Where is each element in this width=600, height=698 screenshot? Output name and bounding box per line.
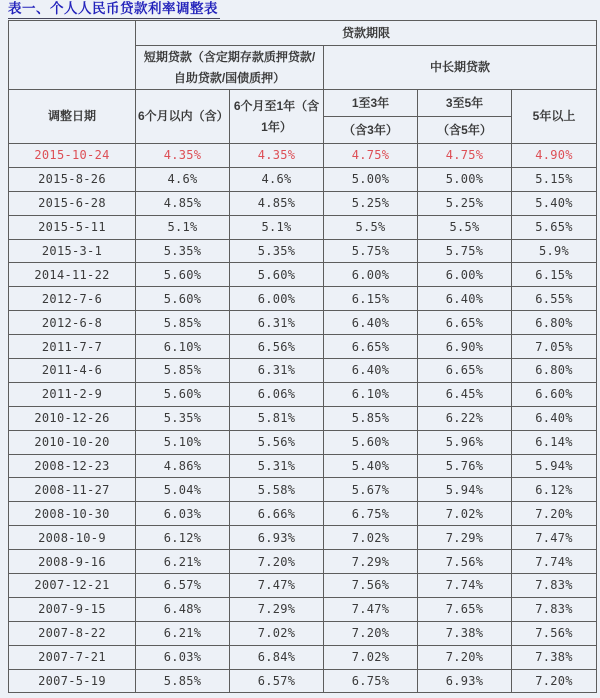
rate-cell: 7.74% (512, 550, 597, 574)
table-row (9, 239, 597, 263)
rate-cell: 5.60% (230, 263, 324, 287)
rate-cell: 5.75% (324, 239, 418, 263)
rate-cell: 5.94% (418, 478, 512, 502)
date-cell: 2008-10-9 (9, 526, 136, 550)
table-row (9, 645, 597, 669)
table-row (9, 167, 597, 191)
rate-cell: 5.1% (230, 215, 324, 239)
rate-cell: 7.56% (512, 621, 597, 645)
rate-cell: 6.60% (512, 382, 597, 406)
rate-cell: 7.47% (230, 574, 324, 598)
rate-cell: 7.02% (324, 645, 418, 669)
rate-cell: 5.56% (230, 430, 324, 454)
table-row (9, 597, 597, 621)
rate-cell: 6.48% (136, 597, 230, 621)
rate-cell: 5.04% (136, 478, 230, 502)
table-row (9, 311, 597, 335)
rate-cell: 6.40% (324, 311, 418, 335)
rate-cell: 6.21% (136, 621, 230, 645)
table-row (9, 430, 597, 454)
rate-cell: 5.81% (230, 406, 324, 430)
rate-cell: 7.02% (324, 526, 418, 550)
table-row (9, 359, 597, 383)
date-cell: 2015-8-26 (9, 167, 136, 191)
table-row (9, 550, 597, 574)
rate-cell: 7.02% (230, 621, 324, 645)
rate-cell: 6.40% (324, 359, 418, 383)
rate-cell: 7.20% (324, 621, 418, 645)
date-cell: 2012-6-8 (9, 311, 136, 335)
rate-cell: 6.03% (136, 502, 230, 526)
table-row (9, 669, 597, 693)
date-cell: 2010-12-26 (9, 406, 136, 430)
rate-cell: 5.00% (324, 167, 418, 191)
rate-cell: 6.12% (512, 478, 597, 502)
rate-cell: 6.57% (230, 669, 324, 693)
rate-cell: 5.35% (136, 239, 230, 263)
date-cell: 2007-9-15 (9, 597, 136, 621)
rate-cell: 5.5% (324, 215, 418, 239)
date-cell: 2008-10-30 (9, 502, 136, 526)
table-row (9, 263, 597, 287)
rate-cell: 7.83% (512, 597, 597, 621)
rate-cell: 6.45% (418, 382, 512, 406)
rate-cell: 6.22% (418, 406, 512, 430)
rate-cell: 7.65% (418, 597, 512, 621)
page-title: 表一、个人人民币贷款利率调整表 (8, 0, 220, 19)
rate-cell: 6.56% (230, 335, 324, 359)
rate-cell: 5.96% (418, 430, 512, 454)
rate-cell: 5.40% (324, 454, 418, 478)
table-row (9, 144, 597, 168)
header-adjust-date: 调整日期 (9, 90, 136, 144)
rate-cell: 5.65% (512, 215, 597, 239)
rate-cell: 6.55% (512, 287, 597, 311)
rate-cell: 5.5% (418, 215, 512, 239)
rate-cell: 7.29% (324, 550, 418, 574)
rate-cell: 5.00% (418, 167, 512, 191)
rate-cell: 5.60% (136, 382, 230, 406)
header-6-months-to-1-year: 6个月至1年（含1年） (230, 90, 324, 144)
rate-cell: 6.65% (418, 359, 512, 383)
header-3-to-5-years-inclusive: （含5年） (418, 117, 512, 144)
rate-cell: 6.00% (418, 263, 512, 287)
rate-cell: 6.00% (230, 287, 324, 311)
rate-cell: 4.90% (512, 144, 597, 168)
header-3-to-5-years: 3至5年 (418, 90, 512, 117)
date-cell: 2008-12-23 (9, 454, 136, 478)
rate-cell: 6.15% (512, 263, 597, 287)
rate-cell: 6.75% (324, 669, 418, 693)
table-row (9, 382, 597, 406)
rate-cell: 6.66% (230, 502, 324, 526)
rate-cell: 6.31% (230, 311, 324, 335)
rate-cell: 7.05% (512, 335, 597, 359)
rate-cell: 5.10% (136, 430, 230, 454)
date-cell: 2007-5-19 (9, 669, 136, 693)
rate-cell: 5.1% (136, 215, 230, 239)
rate-cell: 5.76% (418, 454, 512, 478)
table-row (9, 526, 597, 550)
date-cell: 2011-2-9 (9, 382, 136, 406)
rate-cell: 5.85% (136, 359, 230, 383)
rate-cell: 5.85% (136, 311, 230, 335)
table-row (9, 406, 597, 430)
date-cell: 2011-4-6 (9, 359, 136, 383)
rate-cell: 6.12% (136, 526, 230, 550)
rate-cell: 5.60% (136, 263, 230, 287)
rate-cell: 6.93% (418, 669, 512, 693)
table-row (9, 191, 597, 215)
rate-cell: 7.29% (230, 597, 324, 621)
table-row (9, 502, 597, 526)
rate-cell: 7.38% (512, 645, 597, 669)
rate-cell: 6.65% (324, 335, 418, 359)
rate-cell: 5.35% (230, 239, 324, 263)
header-within-6-months: 6个月以内（含） (136, 90, 230, 144)
rate-cell: 6.75% (324, 502, 418, 526)
rate-cell: 7.29% (418, 526, 512, 550)
loan-rate-table (8, 20, 597, 693)
date-cell: 2012-7-6 (9, 287, 136, 311)
header-mid-long-term-loans: 中长期贷款 (324, 46, 597, 90)
date-cell: 2015-5-11 (9, 215, 136, 239)
rate-cell: 4.85% (136, 191, 230, 215)
rate-cell: 6.80% (512, 359, 597, 383)
rate-cell: 5.85% (136, 669, 230, 693)
rate-cell: 4.35% (230, 144, 324, 168)
rate-cell: 7.83% (512, 574, 597, 598)
rate-cell: 7.47% (324, 597, 418, 621)
rate-cell: 6.10% (136, 335, 230, 359)
rate-cell: 4.86% (136, 454, 230, 478)
rate-cell: 6.31% (230, 359, 324, 383)
rate-cell: 5.25% (324, 191, 418, 215)
rate-cell: 6.06% (230, 382, 324, 406)
rate-cell: 5.60% (324, 430, 418, 454)
rate-cell: 5.75% (418, 239, 512, 263)
date-cell: 2007-8-22 (9, 621, 136, 645)
rate-cell: 7.02% (418, 502, 512, 526)
rate-cell: 6.93% (230, 526, 324, 550)
header-loan-term: 贷款期限 (136, 21, 597, 46)
rate-cell: 6.65% (418, 311, 512, 335)
rate-cell: 5.35% (136, 406, 230, 430)
rate-cell: 7.56% (418, 550, 512, 574)
rate-cell: 5.40% (512, 191, 597, 215)
table-header (9, 21, 597, 144)
table-row (9, 215, 597, 239)
rate-cell: 6.90% (418, 335, 512, 359)
rate-cell: 7.20% (512, 502, 597, 526)
date-cell: 2008-9-16 (9, 550, 136, 574)
rate-cell: 5.94% (512, 454, 597, 478)
rate-cell: 5.85% (324, 406, 418, 430)
rate-cell: 6.03% (136, 645, 230, 669)
rate-cell: 4.85% (230, 191, 324, 215)
rate-cell: 7.38% (418, 621, 512, 645)
rate-cell: 6.57% (136, 574, 230, 598)
header-short-term-loans: 短期贷款（含定期存款质押贷款/自助贷款/国债质押） (136, 46, 324, 90)
corner-empty-cell (9, 21, 136, 90)
rate-cell: 6.15% (324, 287, 418, 311)
table-row (9, 454, 597, 478)
rate-cell: 4.75% (324, 144, 418, 168)
date-cell: 2015-3-1 (9, 239, 136, 263)
rate-cell: 5.31% (230, 454, 324, 478)
date-cell: 2007-7-21 (9, 645, 136, 669)
rate-cell: 4.35% (136, 144, 230, 168)
rate-cell: 6.00% (324, 263, 418, 287)
header-over-5-years: 5年以上 (512, 90, 597, 144)
date-cell: 2007-12-21 (9, 574, 136, 598)
table-row (9, 287, 597, 311)
rate-cell: 7.20% (512, 669, 597, 693)
rate-cell: 6.21% (136, 550, 230, 574)
rate-cell: 7.20% (418, 645, 512, 669)
rate-cell: 7.74% (418, 574, 512, 598)
rate-cell: 6.80% (512, 311, 597, 335)
rate-cell: 5.15% (512, 167, 597, 191)
rate-cell: 4.6% (136, 167, 230, 191)
rates-tbody (9, 144, 597, 693)
rate-cell: 5.25% (418, 191, 512, 215)
rate-cell: 6.14% (512, 430, 597, 454)
date-cell: 2015-6-28 (9, 191, 136, 215)
rate-cell: 6.40% (418, 287, 512, 311)
header-1-to-3-years-inclusive: （含3年） (324, 117, 418, 144)
rate-cell: 5.60% (136, 287, 230, 311)
rate-cell: 7.47% (512, 526, 597, 550)
table-row (9, 478, 597, 502)
rate-cell: 5.9% (512, 239, 597, 263)
rate-cell: 7.20% (230, 550, 324, 574)
date-cell: 2014-11-22 (9, 263, 136, 287)
rate-cell: 6.10% (324, 382, 418, 406)
date-cell: 2010-10-20 (9, 430, 136, 454)
table-row (9, 621, 597, 645)
rate-cell: 5.67% (324, 478, 418, 502)
rate-cell: 6.84% (230, 645, 324, 669)
table-row (9, 335, 597, 359)
table-row (9, 574, 597, 598)
rate-cell: 6.40% (512, 406, 597, 430)
rate-cell: 7.56% (324, 574, 418, 598)
date-cell: 2015-10-24 (9, 144, 136, 168)
date-cell: 2008-11-27 (9, 478, 136, 502)
rate-cell: 4.75% (418, 144, 512, 168)
header-1-to-3-years: 1至3年 (324, 90, 418, 117)
rate-cell: 4.6% (230, 167, 324, 191)
date-cell: 2011-7-7 (9, 335, 136, 359)
rate-cell: 5.58% (230, 478, 324, 502)
